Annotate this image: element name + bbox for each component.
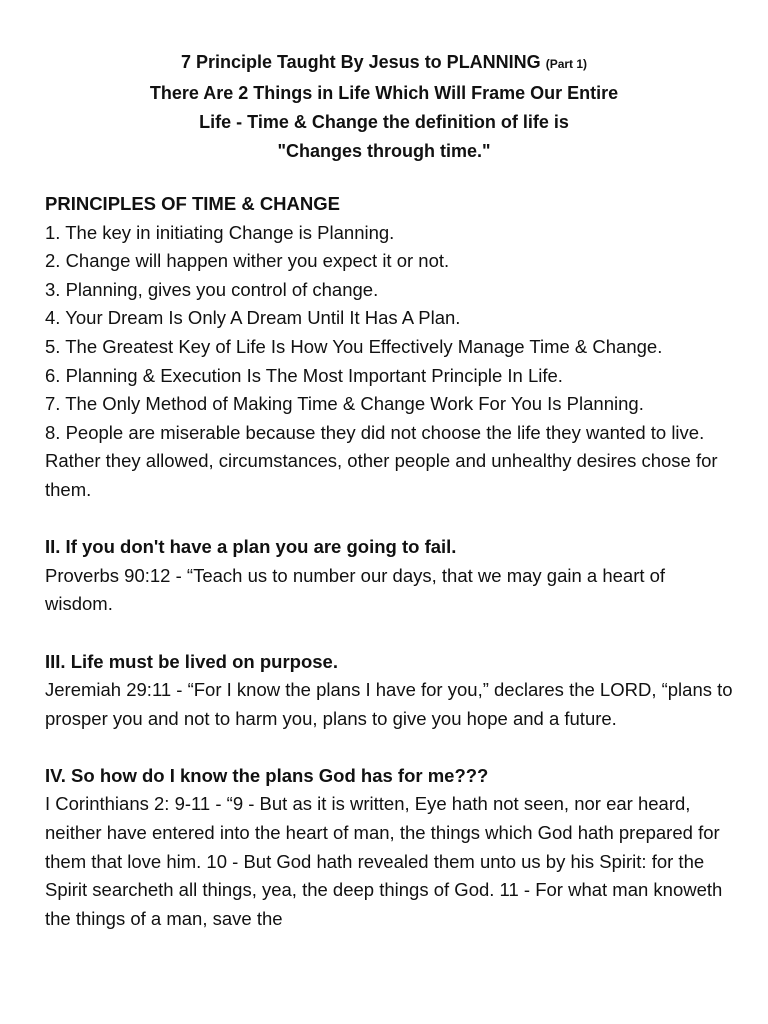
document-body xyxy=(45,190,735,933)
title-line-4: "Changes through time." xyxy=(277,141,491,161)
principle-item-7: 7. The Only Method of Making Time & Change Work For You Is Planning. xyxy=(45,393,644,415)
title-main: 7 Principle Taught By Jesus to PLANNING xyxy=(180,52,541,72)
principles-heading: PRINCIPLES OF TIME & CHANGE xyxy=(45,193,340,214)
principles-note: Rather they allowed, circumstances, other people and unhealthy desires chose for them. xyxy=(45,450,718,500)
title-line-2: There Are 2 Things in Life Which Will Frame Our Entire xyxy=(149,83,619,103)
principle-item-8: 8. People are miserable because they did not choose the life they wanted to live. xyxy=(45,421,705,443)
section-2-text: Proverbs 90:12 - “Teach us to number our days, that we may gain a heart of wisdom. xyxy=(45,564,666,615)
section-3-text: Jeremiah 29:11 - “For I know the plans I have for you,” declares the LORD, “plans to prosper you and not to harm you, plans to give you hope and a future. xyxy=(45,679,733,729)
principle-item-2: 2. Change will happen wither you expect it or not. xyxy=(45,250,450,272)
section-3-heading: III. Life must be lived on purpose. xyxy=(45,650,338,672)
principle-item-3: 3. Planning, gives you control of change. xyxy=(45,278,379,300)
principle-item-6: 6. Planning & Execution Is The Most Important Principle In Life. xyxy=(45,364,563,386)
section-spacer xyxy=(45,505,735,534)
title-line-1 xyxy=(0,48,768,79)
document-title xyxy=(0,48,768,166)
principle-item-5: 5. The Greatest Key of Life Is How You Effectively Manage Time & Change. xyxy=(45,335,663,357)
section-spacer xyxy=(45,619,735,648)
section-2-heading: II. If you don't have a plan you are going to fail. xyxy=(45,536,457,558)
title-part-label: (Part 1) xyxy=(545,57,588,71)
section-4-text: I Corinthians 2: 9-11 - “9 - But as it is written, Eye hath not seen, nor ear heard, neither have entered into the heart of man, the things which God hath prepared for them that love him. 10 - But God hath revealed them unto us by his Spirit: for the Spirit searcheth all things, yea, the deep things of God. 11 - For what man knoweth the things of a man, save the xyxy=(45,793,723,929)
section-spacer xyxy=(45,733,735,762)
principle-item-4: 4. Your Dream Is Only A Dream Until It Has A Plan. xyxy=(45,307,461,329)
section-4-heading: IV. So how do I know the plans God has for me??? xyxy=(45,764,489,786)
title-line-3: Life - Time & Change the definition of life is xyxy=(199,112,569,132)
principle-item-1: 1. The key in initiating Change is Planning. xyxy=(45,221,395,243)
